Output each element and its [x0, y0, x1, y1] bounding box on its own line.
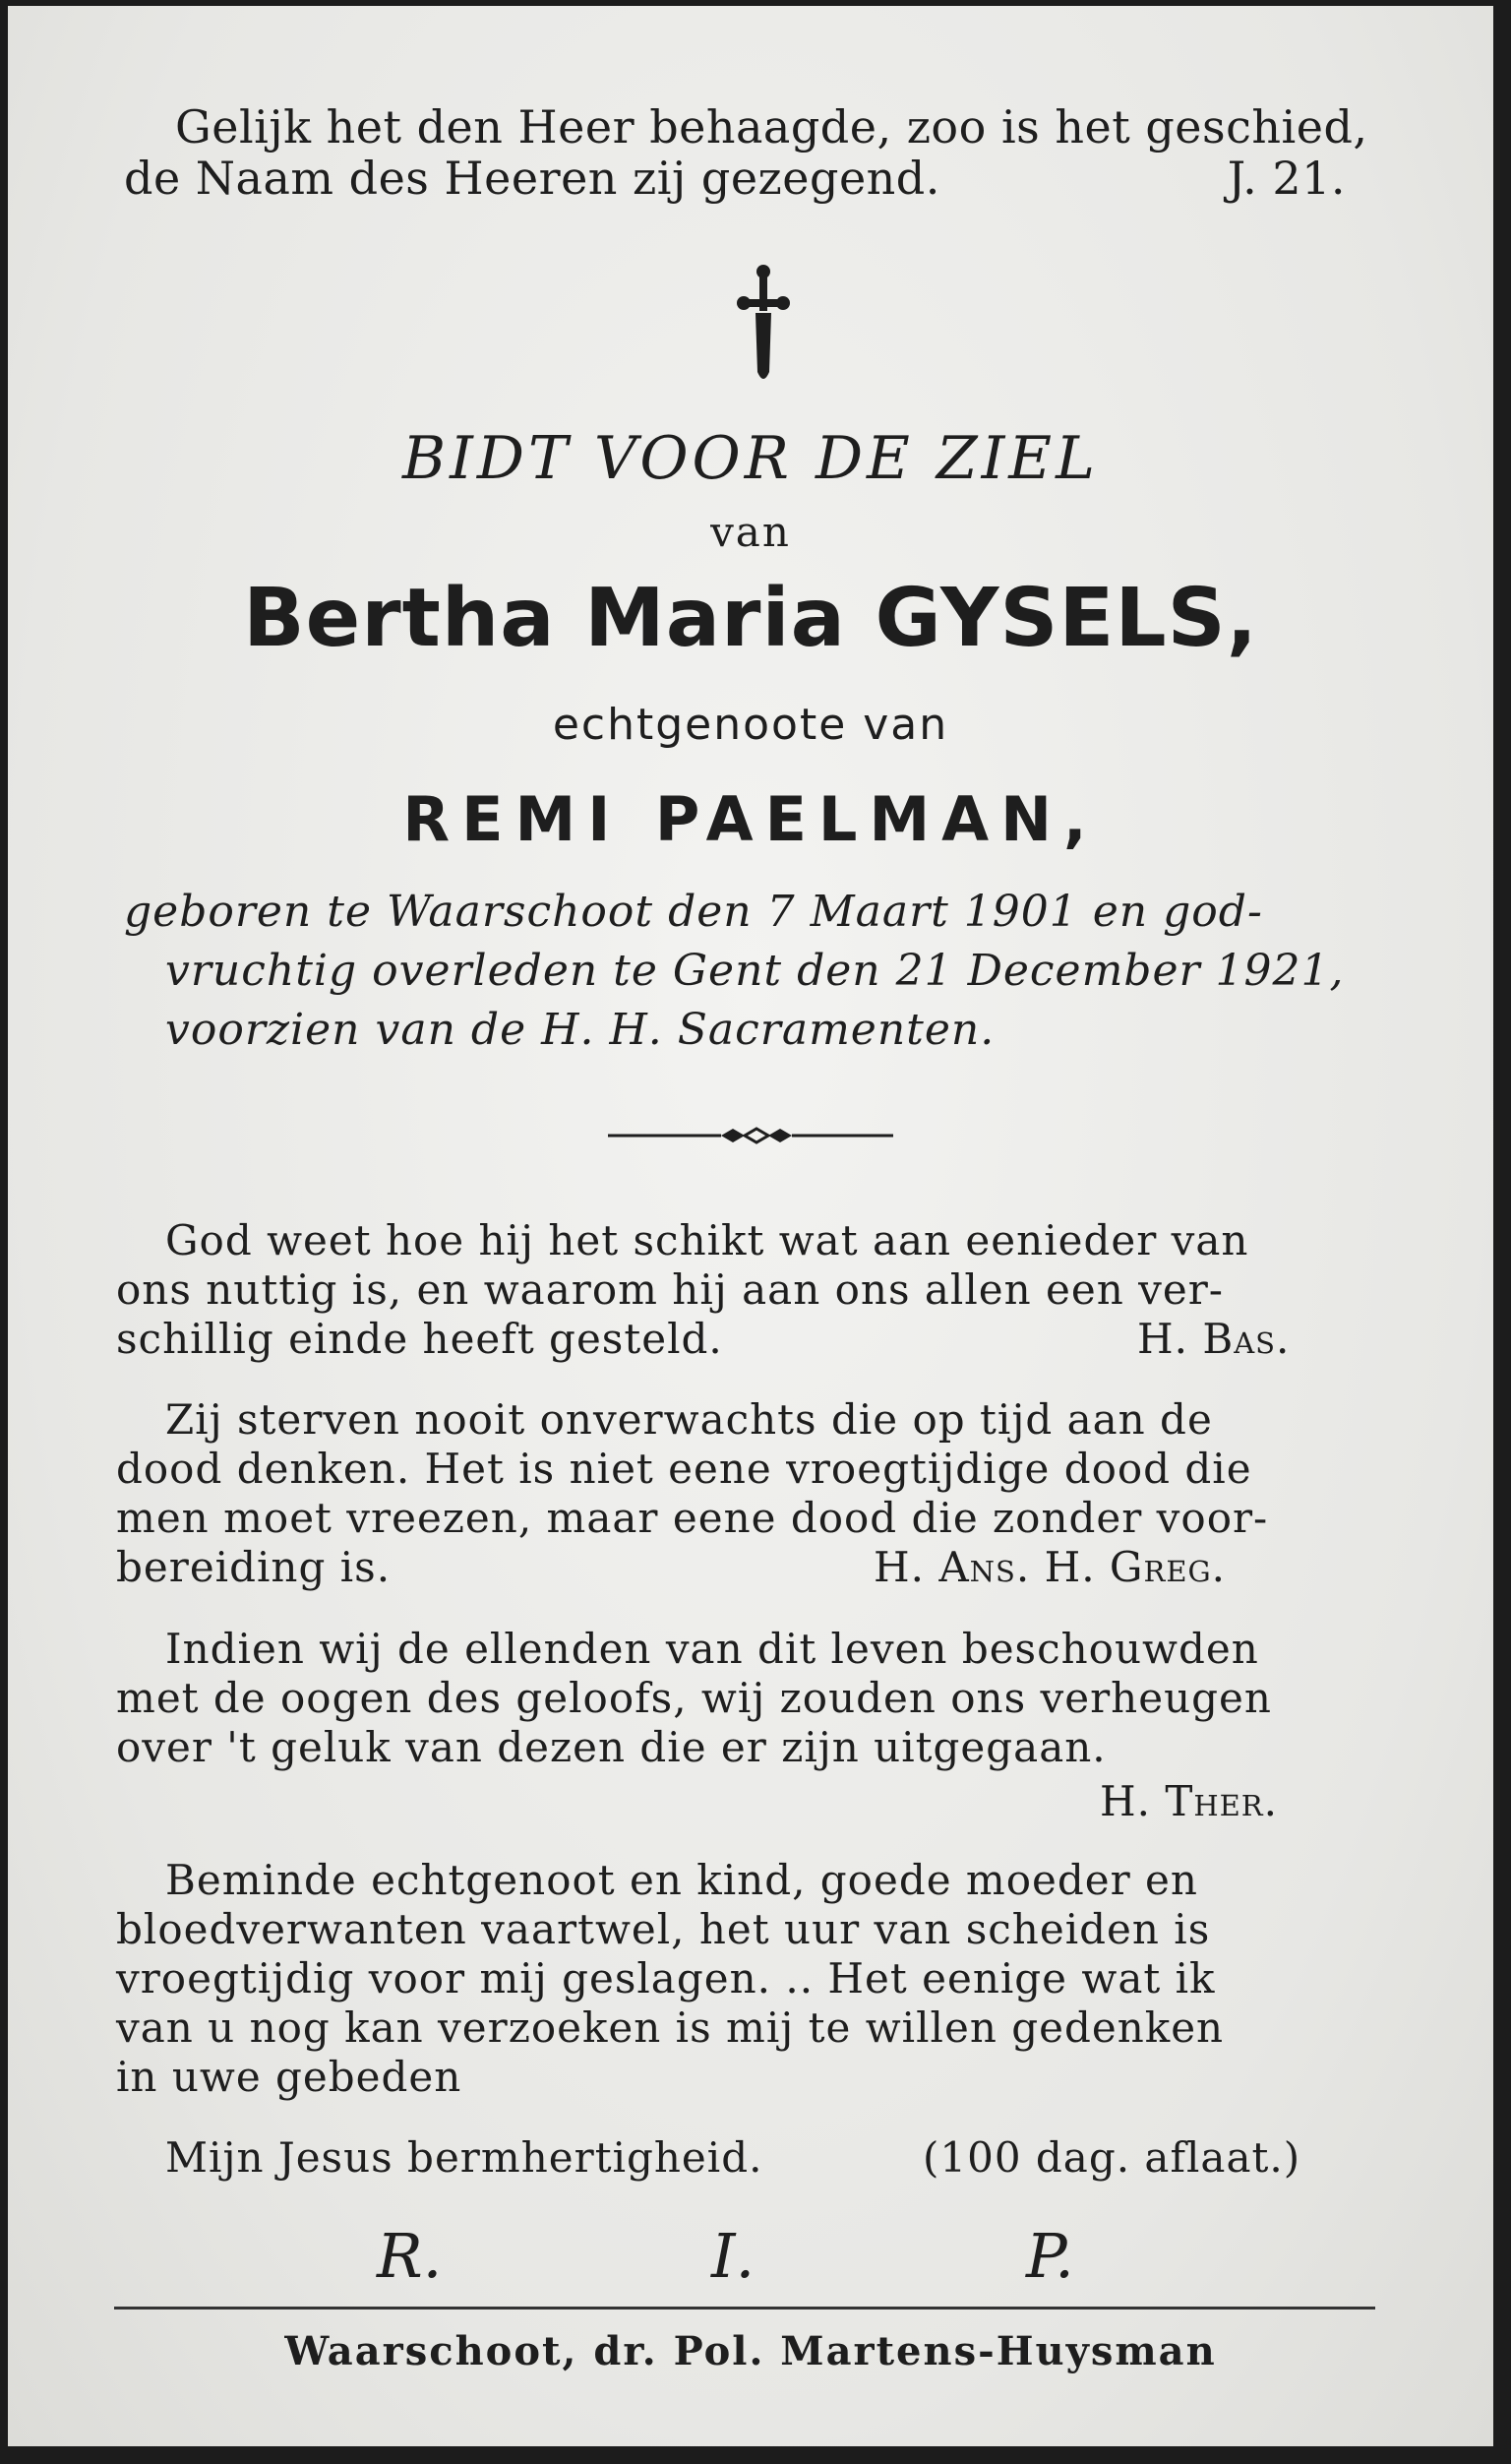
memorial-card	[8, 6, 1493, 2446]
indulgence-prayer: Mijn Jesus bermhertigheid.	[165, 2133, 763, 2182]
birth-line: geboren te Waarschoot den 7 Maart 1901 en god-	[124, 887, 1263, 937]
farewell-line-1: Beminde echtgenoot en kind, goede moeder en	[165, 1856, 1198, 1904]
quote-1-line-3: schillig einde heeft gesteld.	[116, 1315, 723, 1363]
printer-imprint: Waarschoot, dr. Pol. Martens-Huysman	[284, 2328, 1217, 2374]
quote-3-line-1: Indien wij de ellenden van dit leven beschouwden	[165, 1625, 1259, 1673]
quote-2-line-2: dood denken. Het is niet eene vroegtijdige dood die	[116, 1445, 1252, 1493]
quote-1-author: H. Bas.	[1137, 1315, 1291, 1363]
quote-2-author: H. Ans. H. Greg.	[874, 1543, 1227, 1591]
indulgence-note: (100 dag. aflaat.)	[923, 2133, 1301, 2182]
epigraph-text-1: Gelijk het den Heer behaagde, zoo is het geschied,	[175, 100, 1368, 154]
ornament-divider	[608, 1126, 893, 1145]
quote-1-line-2: ons nuttig is, en waarom hij aan ons allen een ver-	[116, 1265, 1224, 1314]
sacraments-line: voorzien van de H. H. Sacramenten.	[165, 1005, 996, 1055]
epigraph-line-2	[124, 152, 1346, 205]
farewell-line-4: van u nog kan verzoeken is mij te willen gedenken	[116, 2003, 1225, 2052]
spouse-name: REMI PAELMAN,	[402, 783, 1099, 855]
quote-3-author: H. Ther.	[1100, 1777, 1278, 1825]
spouse-of-label: echtgenoote van	[552, 700, 949, 750]
quote-3-line-3: over 't geluk van dezen die er zijn uitgegaan.	[116, 1723, 1107, 1771]
rip-letter-r: R.	[377, 2220, 443, 2292]
farewell-line-5: in uwe gebeden	[116, 2053, 462, 2101]
death-line: vruchtig overleden te Gent den 21 December 1921,	[165, 946, 1345, 996]
farewell-line-3: vroegtijdig voor mij geslagen. .. Het eenige wat ik	[116, 1954, 1216, 2002]
quote-1-line-1: God weet hoe hij het schikt wat aan eenieder van	[165, 1216, 1249, 1264]
footer-rule	[114, 2307, 1375, 2310]
rip-letter-p: P.	[1026, 2220, 1074, 2292]
farewell-line-2: bloedverwanten vaartwel, het uur van scheiden is	[116, 1905, 1211, 1953]
quote-2-line-4: bereiding is.	[116, 1543, 392, 1591]
rip-letter-i: I.	[711, 2220, 756, 2292]
quote-2-line-1: Zij sterven nooit onverwachts die op tijd aan de	[165, 1395, 1213, 1444]
quote-3-line-2: met de oogen des geloofs, wij zouden ons verheugen	[116, 1674, 1272, 1722]
of-word: van	[710, 508, 791, 556]
epigraph-line-1	[175, 100, 1395, 154]
cross-icon	[734, 262, 793, 390]
quote-2-line-3: men moet vreezen, maar eene dood die zonder voor-	[116, 1494, 1269, 1542]
prayer-heading: BIDT VOOR DE ZIEL	[402, 424, 1099, 493]
epigraph-text-2: de Naam des Heeren zij gezegend.	[124, 152, 940, 205]
deceased-name: Bertha Maria GYSELS,	[243, 572, 1258, 665]
epigraph-reference: J. 21.	[1227, 152, 1346, 205]
